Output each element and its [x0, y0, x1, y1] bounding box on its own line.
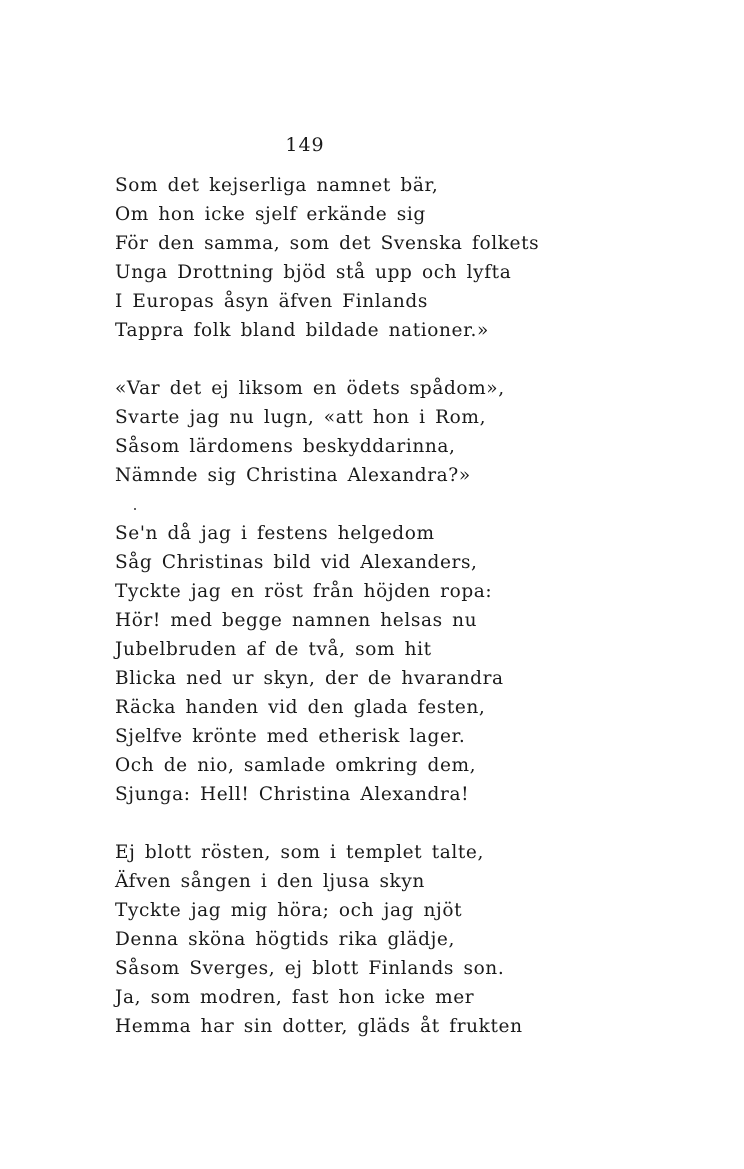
- poem-line: Såsom lärdomens beskyddarinna,: [115, 436, 456, 457]
- poem-line: Tappra folk bland bildade nationer.»: [115, 320, 489, 341]
- poem-line: Se'n då jag i festens helgedom: [115, 523, 435, 544]
- stanza-1: [115, 171, 540, 345]
- poem-line: Sjunga: Hell! Christina Alexandra!: [115, 784, 470, 805]
- poem-line: Sjelfve krönte med etherisk lager.: [115, 726, 466, 747]
- poem-line: Om hon icke sjelf erkände sig: [115, 204, 426, 225]
- poem-line: Såsom Sverges, ej blott Finlands son.: [115, 958, 505, 979]
- poem-line: Hemma har sin dotter, gläds åt frukten: [115, 1016, 523, 1037]
- poem-line: Jubelbruden af de två, som hit: [115, 639, 432, 660]
- stanza-3: [115, 519, 535, 809]
- poem-line: För den samma, som det Svenska folkets: [115, 233, 540, 254]
- poem-line: Blicka ned ur skyn, der de hvarandra: [115, 668, 504, 689]
- poem-line: Och de nio, samlade omkring dem,: [115, 755, 477, 776]
- poem-line: Tyckte jag en röst från höjden ropa:: [115, 581, 493, 602]
- poem-line: Som det kejserliga namnet bär,: [115, 175, 439, 196]
- poem-line: Ja, som modren, fast hon icke mer: [115, 987, 475, 1008]
- poem-line: Såg Christinas bild vid Alexanders,: [115, 552, 478, 573]
- poem-line: Hör! med begge namnen helsas nu: [115, 610, 478, 631]
- stanza-4: [115, 838, 535, 1041]
- poem-text: [115, 171, 540, 1041]
- poem-line: Svarte jag nu lugn, «att hon i Rom,: [115, 407, 487, 428]
- poem-line: Denna sköna högtids rika glädje,: [115, 929, 455, 950]
- poem-line: Ej blott rösten, som i templet talte,: [115, 842, 484, 863]
- page-number: 149: [285, 134, 325, 156]
- poem-line: Tyckte jag mig höra; och jag njöt: [115, 900, 463, 921]
- poem-line: Räcka handen vid den glada festen,: [115, 697, 486, 718]
- poem-line: Äfven sången i den ljusa skyn: [115, 871, 425, 892]
- poem-line: Unga Drottning bjöd stå upp och lyfta: [115, 262, 512, 283]
- poem-line: Nämnde sig Christina Alexandra?»: [115, 465, 471, 486]
- poem-line: I Europas åsyn äfven Finlands: [115, 291, 428, 312]
- stanza-2: [115, 374, 535, 490]
- poem-line: «Var det ej liksom en ödets spådom»,: [115, 378, 505, 399]
- ink-speck: [134, 508, 136, 510]
